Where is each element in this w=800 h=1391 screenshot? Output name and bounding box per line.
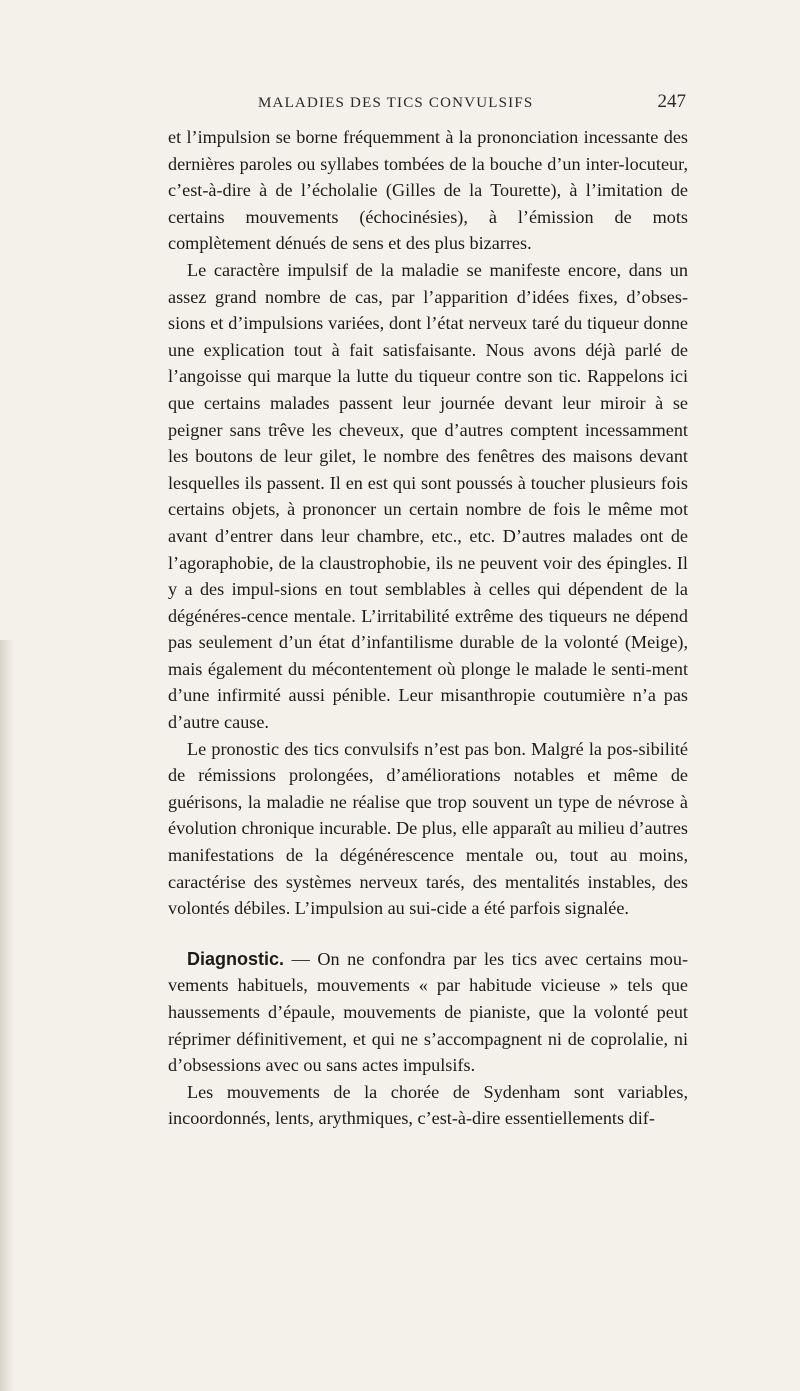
paragraph-4 — [168, 946, 688, 1079]
paragraph-1: et l’impulsion se borne fréquemment à la prononciation incessante des dernières paroles ou syllabes tombées de la bouche d’un inter-locuteur, c’est-à-dire à de l’écholalie (Gilles de la Tourette), à l’imitation de certains mouvements (échocinésies), à l’émission de mots complètement dénués de sens et des plus bizarres. — [168, 127, 688, 254]
paragraph-2: Le caractère impulsif de la maladie se manifeste encore, dans un assez grand nombre de cas, par l’apparition d’idées fixes, d’obses-sions et d’impulsions variées, dont l’état nerveux taré du tiqueur donne une explication tout à fait satisfaisante. Nous avons déjà parlé de l’angoisse qui marque la lutte du tiqueur contre son tic. Rappelons ici que certains malades passent leur journée devant leur miroir à se peigner sans trêve les cheveux, que d’autres comptent incessamment les boutons de leur gilet, le nombre des fenêtres des maisons devant lesquelles ils passent. Il en est qui sont poussés à toucher plusieurs fois certains objets, à prononcer un certain nombre de fois le même mot avant d’entrer dans leur chambre, etc., etc. D’autres malades ont de l’agoraphobie, de la claustrophobie, ils ne peuvent voir des épingles. Il y a des impul-sions en tout semblables à celles qui dépendent de la dégénéres-cence mentale. L’irritabilité extrême des tiqueurs ne dépend pas seulement d’un état d’infantilisme durable de la volonté (Meige), mais également du mécontentement où plonge le malade le senti-ment d’une infirmité aussi pénible. Leur misanthropie coutumière n’a pas d’autre cause. — [168, 259, 688, 733]
paragraph-3: Le pronostic des tics convulsifs n’est pas bon. Malgré la pos-sibilité de rémissions prolongées, d’améliorations notables et même de guérisons, la maladie ne réalise que trop souvent un type de névrose à évolution chronique incurable. De plus, elle apparaît au milieu d’autres manifestations de la dégénérescence mentale ou, tout au moins, caractérise des systèmes nerveux tarés, des mentalités instables, des volontés débiles. L’impulsion au sui-cide a été parfois signalée. — [168, 738, 688, 919]
running-title: MALADIES DES TICS CONVULSIFS — [258, 95, 534, 111]
body-text — [168, 124, 688, 1132]
gutter-shadow — [0, 640, 14, 1391]
page-number: 247 — [657, 91, 686, 112]
paragraph-4-text: — On ne confondra par les tics avec certains mou-vements habituels, mouvements « par habitude vicieuse » tels que haussements d’épaule, mouvements de pianiste, que la volonté peut réprimer définitivement, et qui ne s’accompagnent ni de coprolalie, ni d’obsessions avec ou sans actes impulsifs. — [168, 948, 688, 1076]
paragraph-5: Les mouvements de la chorée de Sydenham sont variables, incoordonnés, lents, arythmiques, c’est-à-dire essentiellements dif- — [168, 1081, 688, 1129]
page-header — [258, 91, 686, 112]
section-heading-diagnostic: Diagnostic. — [187, 948, 285, 969]
